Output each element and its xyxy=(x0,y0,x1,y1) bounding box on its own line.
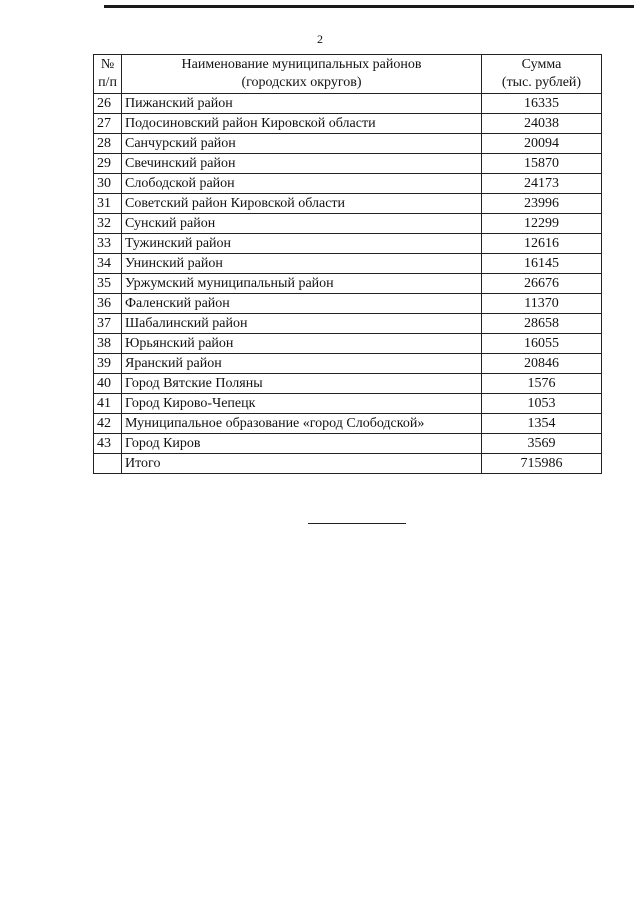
table-row xyxy=(94,214,602,234)
row-sum: 1576 xyxy=(482,374,602,394)
row-district-name: Подосиновский район Кировской области xyxy=(122,114,482,134)
top-rule xyxy=(104,5,634,8)
row-number: 29 xyxy=(94,154,122,174)
row-number: 38 xyxy=(94,334,122,354)
row-district-name: Шабалинский район xyxy=(122,314,482,334)
row-sum: 15870 xyxy=(482,154,602,174)
row-district-name: Унинский район xyxy=(122,254,482,274)
row-sum: 16145 xyxy=(482,254,602,274)
table-row xyxy=(94,274,602,294)
table-row xyxy=(94,374,602,394)
row-district-name: Сунский район xyxy=(122,214,482,234)
row-sum: 16055 xyxy=(482,334,602,354)
row-sum: 16335 xyxy=(482,94,602,114)
row-sum: 26676 xyxy=(482,274,602,294)
table-body xyxy=(94,94,602,474)
row-sum: 12299 xyxy=(482,214,602,234)
header-number xyxy=(94,55,122,94)
districts-table xyxy=(93,54,602,474)
table-row xyxy=(94,354,602,374)
row-number: 40 xyxy=(94,374,122,394)
table-row xyxy=(94,434,602,454)
table-total-row xyxy=(94,454,602,474)
header-name-line2: (городских округов) xyxy=(241,75,362,90)
table-row xyxy=(94,114,602,134)
row-number: 43 xyxy=(94,434,122,454)
row-number: 31 xyxy=(94,194,122,214)
row-sum: 28658 xyxy=(482,314,602,334)
row-district-name: Свечинский район xyxy=(122,154,482,174)
header-sum xyxy=(482,55,602,94)
table-header-row xyxy=(94,55,602,94)
table-row xyxy=(94,294,602,314)
row-number: 28 xyxy=(94,134,122,154)
row-district-name: Санчурский район xyxy=(122,134,482,154)
total-sum: 715986 xyxy=(482,454,602,474)
table-row xyxy=(94,174,602,194)
table-row xyxy=(94,234,602,254)
header-name-line1: Наименование муниципальных районов xyxy=(181,57,422,72)
total-label: Итого xyxy=(122,454,482,474)
header-sum-line1: Сумма xyxy=(521,57,562,72)
row-district-name: Юрьянский район xyxy=(122,334,482,354)
row-number: 26 xyxy=(94,94,122,114)
table-row xyxy=(94,134,602,154)
table-row xyxy=(94,194,602,214)
row-number: 34 xyxy=(94,254,122,274)
row-district-name: Фаленский район xyxy=(122,294,482,314)
row-district-name: Город Вятские Поляны xyxy=(122,374,482,394)
page-number: 2 xyxy=(317,32,323,46)
row-sum: 3569 xyxy=(482,434,602,454)
row-number: 42 xyxy=(94,414,122,434)
row-sum: 20094 xyxy=(482,134,602,154)
table-row xyxy=(94,154,602,174)
header-sum-line2: (тыс. рублей) xyxy=(501,75,582,90)
header-name xyxy=(122,55,482,94)
table-row xyxy=(94,94,602,114)
row-sum: 23996 xyxy=(482,194,602,214)
row-district-name: Город Кирово-Чепецк xyxy=(122,394,482,414)
total-number xyxy=(94,454,122,474)
row-number: 35 xyxy=(94,274,122,294)
row-sum: 20846 xyxy=(482,354,602,374)
row-district-name: Яранский район xyxy=(122,354,482,374)
row-district-name: Пижанский район xyxy=(122,94,482,114)
header-number-line2: п/п xyxy=(98,75,117,90)
row-district-name: Уржумский муниципальный район xyxy=(122,274,482,294)
row-number: 27 xyxy=(94,114,122,134)
row-number: 41 xyxy=(94,394,122,414)
row-district-name: Тужинский район xyxy=(122,234,482,254)
row-district-name: Советский район Кировской области xyxy=(122,194,482,214)
row-district-name: Муниципальное образование «город Слободской» xyxy=(122,414,482,434)
row-number: 36 xyxy=(94,294,122,314)
row-district-name: Слободской район xyxy=(122,174,482,194)
row-sum: 24038 xyxy=(482,114,602,134)
row-sum: 12616 xyxy=(482,234,602,254)
table-row xyxy=(94,314,602,334)
table-row xyxy=(94,334,602,354)
row-number: 30 xyxy=(94,174,122,194)
table-row xyxy=(94,394,602,414)
closing-rule xyxy=(308,523,406,524)
row-sum: 11370 xyxy=(482,294,602,314)
header-number-line1: № xyxy=(100,57,115,72)
row-sum: 1053 xyxy=(482,394,602,414)
row-district-name: Город Киров xyxy=(122,434,482,454)
row-sum: 24173 xyxy=(482,174,602,194)
table-row xyxy=(94,254,602,274)
row-number: 32 xyxy=(94,214,122,234)
row-number: 39 xyxy=(94,354,122,374)
row-number: 37 xyxy=(94,314,122,334)
row-number: 33 xyxy=(94,234,122,254)
table-row xyxy=(94,414,602,434)
row-sum: 1354 xyxy=(482,414,602,434)
